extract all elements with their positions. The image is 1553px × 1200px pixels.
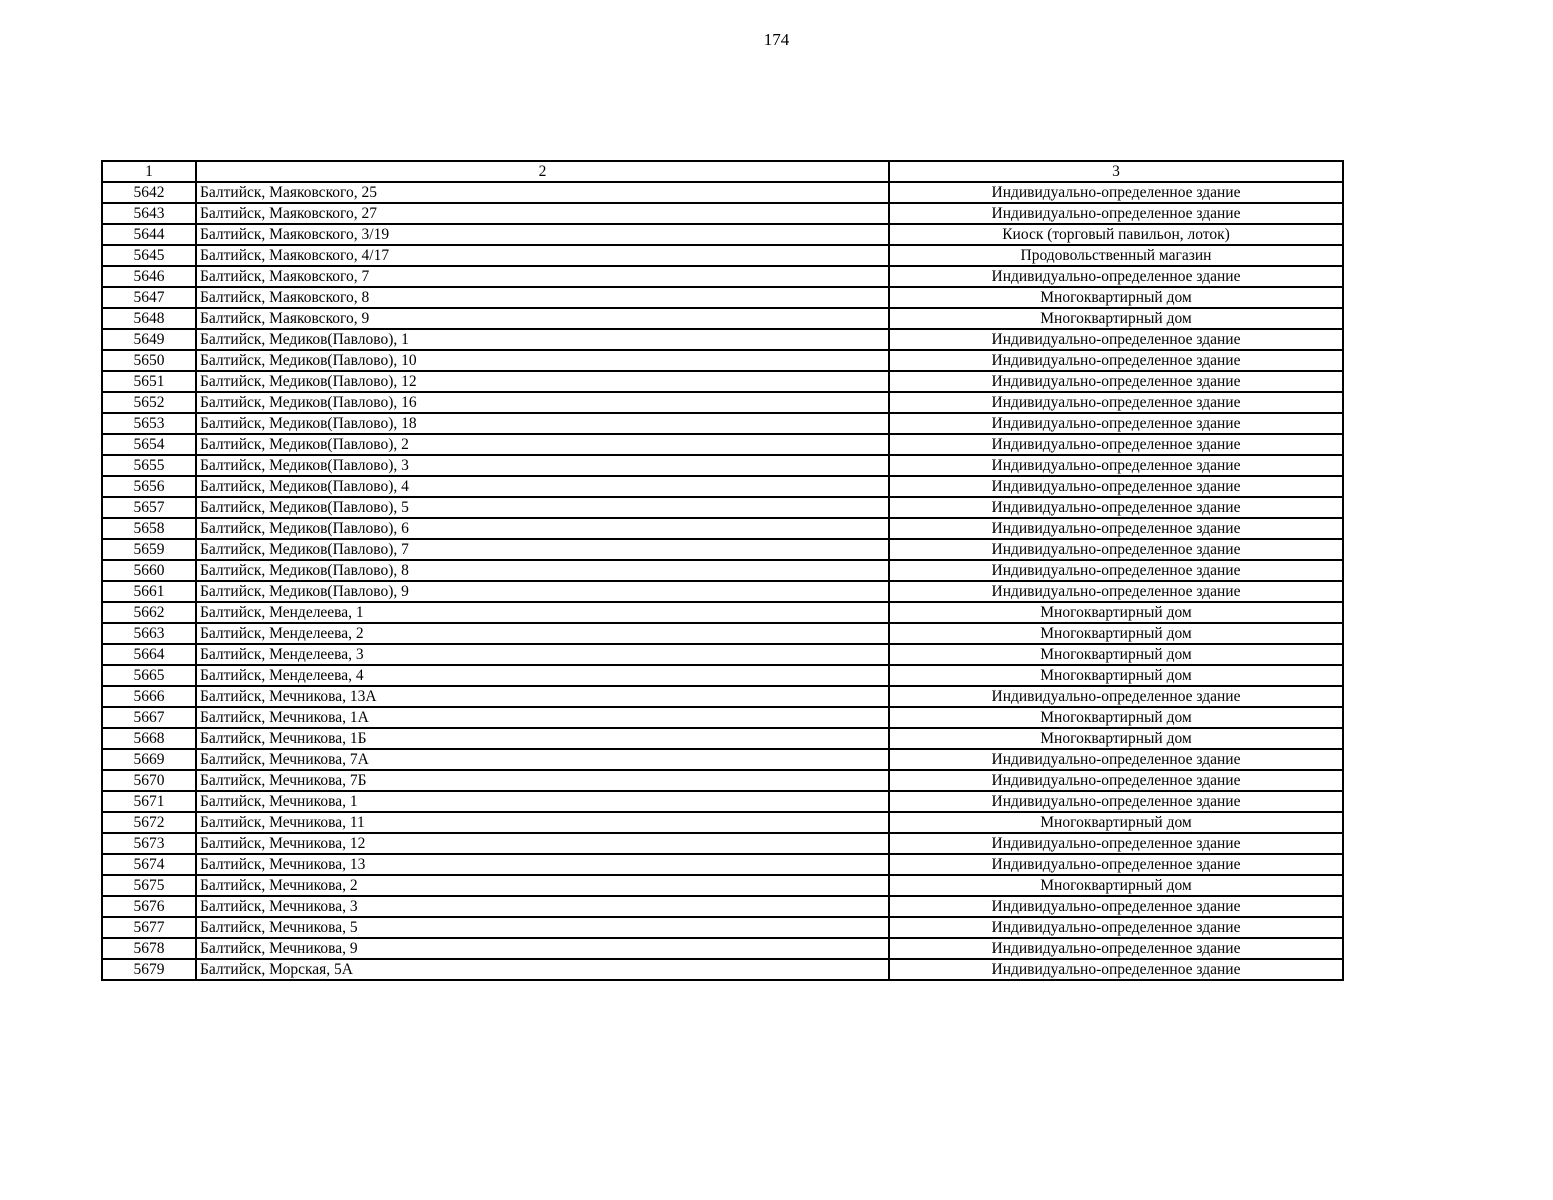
row-number-cell: 5645: [102, 245, 196, 266]
object-type-cell: Многоквартирный дом: [889, 665, 1343, 686]
row-number-cell: 5653: [102, 413, 196, 434]
header-cell-1: 1: [102, 161, 196, 182]
object-type-cell: Индивидуально-определенное здание: [889, 791, 1343, 812]
object-type-cell: Индивидуально-определенное здание: [889, 560, 1343, 581]
table-row: [102, 308, 1343, 329]
address-cell: Балтийск, Маяковского, 27: [196, 203, 889, 224]
table-row: [102, 833, 1343, 854]
address-cell: Балтийск, Мечникова, 11: [196, 812, 889, 833]
table-row: [102, 413, 1343, 434]
table-row: [102, 875, 1343, 896]
address-cell: Балтийск, Мечникова, 5: [196, 917, 889, 938]
row-number-cell: 5668: [102, 728, 196, 749]
row-number-cell: 5661: [102, 581, 196, 602]
address-cell: Балтийск, Медиков(Павлово), 9: [196, 581, 889, 602]
address-cell: Балтийск, Маяковского, 9: [196, 308, 889, 329]
row-number-cell: 5660: [102, 560, 196, 581]
object-type-cell: Индивидуально-определенное здание: [889, 854, 1343, 875]
address-cell: Балтийск, Менделеева, 2: [196, 623, 889, 644]
row-number-cell: 5670: [102, 770, 196, 791]
address-cell: Балтийск, Медиков(Павлово), 18: [196, 413, 889, 434]
address-cell: Балтийск, Мечникова, 13А: [196, 686, 889, 707]
table-row: [102, 959, 1343, 980]
table-row: [102, 728, 1343, 749]
address-cell: Балтийск, Медиков(Павлово), 7: [196, 539, 889, 560]
address-cell: Балтийск, Морская, 5А: [196, 959, 889, 980]
address-cell: Балтийск, Мечникова, 7Б: [196, 770, 889, 791]
table-row: [102, 812, 1343, 833]
row-number-cell: 5673: [102, 833, 196, 854]
address-cell: Балтийск, Медиков(Павлово), 10: [196, 350, 889, 371]
table-row: [102, 560, 1343, 581]
header-cell-3: 3: [889, 161, 1343, 182]
table-row: [102, 602, 1343, 623]
object-type-cell: Индивидуально-определенное здание: [889, 266, 1343, 287]
row-number-cell: 5672: [102, 812, 196, 833]
row-number-cell: 5643: [102, 203, 196, 224]
row-number-cell: 5677: [102, 917, 196, 938]
header-cell-2: 2: [196, 161, 889, 182]
table-row: [102, 434, 1343, 455]
row-number-cell: 5655: [102, 455, 196, 476]
object-type-cell: Индивидуально-определенное здание: [889, 917, 1343, 938]
address-cell: Балтийск, Медиков(Павлово), 6: [196, 518, 889, 539]
address-cell: Балтийск, Менделеева, 3: [196, 644, 889, 665]
object-type-cell: Многоквартирный дом: [889, 644, 1343, 665]
address-cell: Балтийск, Медиков(Павлово), 5: [196, 497, 889, 518]
table-row: [102, 224, 1343, 245]
address-cell: Балтийск, Мечникова, 7А: [196, 749, 889, 770]
address-cell: Балтийск, Медиков(Павлово), 2: [196, 434, 889, 455]
object-type-cell: Продовольственный магазин: [889, 245, 1343, 266]
object-type-cell: Индивидуально-определенное здание: [889, 476, 1343, 497]
object-type-cell: Индивидуально-определенное здание: [889, 497, 1343, 518]
table-row: [102, 245, 1343, 266]
table-row: [102, 539, 1343, 560]
table-row: [102, 287, 1343, 308]
object-type-cell: Индивидуально-определенное здание: [889, 182, 1343, 203]
object-type-cell: Индивидуально-определенное здание: [889, 959, 1343, 980]
table-body: [102, 182, 1343, 980]
address-cell: Балтийск, Медиков(Павлово), 12: [196, 371, 889, 392]
row-number-cell: 5651: [102, 371, 196, 392]
table-row: [102, 518, 1343, 539]
address-cell: Балтийск, Медиков(Павлово), 8: [196, 560, 889, 581]
table-row: [102, 329, 1343, 350]
table-row: [102, 371, 1343, 392]
object-type-cell: Киоск (торговый павильон, лоток): [889, 224, 1343, 245]
row-number-cell: 5671: [102, 791, 196, 812]
object-type-cell: Индивидуально-определенное здание: [889, 770, 1343, 791]
address-cell: Балтийск, Медиков(Павлово), 16: [196, 392, 889, 413]
object-type-cell: Многоквартирный дом: [889, 707, 1343, 728]
object-type-cell: Многоквартирный дом: [889, 728, 1343, 749]
table-row: [102, 686, 1343, 707]
table-row: [102, 581, 1343, 602]
row-number-cell: 5663: [102, 623, 196, 644]
row-number-cell: 5665: [102, 665, 196, 686]
object-type-cell: Индивидуально-определенное здание: [889, 434, 1343, 455]
address-cell: Балтийск, Мечникова, 1А: [196, 707, 889, 728]
table-row: [102, 203, 1343, 224]
object-type-cell: Многоквартирный дом: [889, 308, 1343, 329]
address-cell: Балтийск, Маяковского, 7: [196, 266, 889, 287]
row-number-cell: 5657: [102, 497, 196, 518]
object-type-cell: Многоквартирный дом: [889, 602, 1343, 623]
row-number-cell: 5650: [102, 350, 196, 371]
row-number-cell: 5679: [102, 959, 196, 980]
object-type-cell: Индивидуально-определенное здание: [889, 539, 1343, 560]
object-type-cell: Многоквартирный дом: [889, 875, 1343, 896]
table-row: [102, 917, 1343, 938]
object-type-cell: Индивидуально-определенное здание: [889, 686, 1343, 707]
address-cell: Балтийск, Мечникова, 13: [196, 854, 889, 875]
table-row: [102, 896, 1343, 917]
row-number-cell: 5662: [102, 602, 196, 623]
address-cell: Балтийск, Маяковского, 3/19: [196, 224, 889, 245]
address-cell: Балтийск, Маяковского, 4/17: [196, 245, 889, 266]
object-type-cell: Многоквартирный дом: [889, 812, 1343, 833]
row-number-cell: 5652: [102, 392, 196, 413]
object-type-cell: Индивидуально-определенное здание: [889, 392, 1343, 413]
row-number-cell: 5646: [102, 266, 196, 287]
object-type-cell: Многоквартирный дом: [889, 623, 1343, 644]
table-row: [102, 938, 1343, 959]
row-number-cell: 5659: [102, 539, 196, 560]
row-number-cell: 5658: [102, 518, 196, 539]
object-type-cell: Индивидуально-определенное здание: [889, 413, 1343, 434]
row-number-cell: 5656: [102, 476, 196, 497]
table-row: [102, 749, 1343, 770]
address-cell: Балтийск, Медиков(Павлово), 1: [196, 329, 889, 350]
row-number-cell: 5649: [102, 329, 196, 350]
table-row: [102, 854, 1343, 875]
object-type-cell: Многоквартирный дом: [889, 287, 1343, 308]
table-row: [102, 623, 1343, 644]
address-cell: Балтийск, Менделеева, 4: [196, 665, 889, 686]
property-registry-table: [101, 160, 1344, 981]
row-number-cell: 5647: [102, 287, 196, 308]
row-number-cell: 5674: [102, 854, 196, 875]
table-row: [102, 455, 1343, 476]
object-type-cell: Индивидуально-определенное здание: [889, 350, 1343, 371]
row-number-cell: 5642: [102, 182, 196, 203]
table-row: [102, 266, 1343, 287]
address-cell: Балтийск, Медиков(Павлово), 4: [196, 476, 889, 497]
address-cell: Балтийск, Медиков(Павлово), 3: [196, 455, 889, 476]
address-cell: Балтийск, Мечникова, 1: [196, 791, 889, 812]
object-type-cell: Индивидуально-определенное здание: [889, 896, 1343, 917]
table-row: [102, 182, 1343, 203]
address-cell: Балтийск, Мечникова, 3: [196, 896, 889, 917]
page-number: 174: [763, 30, 790, 49]
address-cell: Балтийск, Маяковского, 25: [196, 182, 889, 203]
address-cell: Балтийск, Мечникова, 12: [196, 833, 889, 854]
table-row: [102, 476, 1343, 497]
row-number-cell: 5666: [102, 686, 196, 707]
object-type-cell: Индивидуально-определенное здание: [889, 749, 1343, 770]
row-number-cell: 5654: [102, 434, 196, 455]
address-cell: Балтийск, Менделеева, 1: [196, 602, 889, 623]
table-row: [102, 392, 1343, 413]
address-cell: Балтийск, Мечникова, 1Б: [196, 728, 889, 749]
table-header-row: [102, 161, 1343, 182]
object-type-cell: Индивидуально-определенное здание: [889, 581, 1343, 602]
object-type-cell: Индивидуально-определенное здание: [889, 371, 1343, 392]
row-number-cell: 5664: [102, 644, 196, 665]
address-cell: Балтийск, Мечникова, 9: [196, 938, 889, 959]
object-type-cell: Индивидуально-определенное здание: [889, 833, 1343, 854]
table-row: [102, 707, 1343, 728]
address-cell: Балтийск, Мечникова, 2: [196, 875, 889, 896]
table-row: [102, 770, 1343, 791]
row-number-cell: 5676: [102, 896, 196, 917]
object-type-cell: Индивидуально-определенное здание: [889, 329, 1343, 350]
table-row: [102, 665, 1343, 686]
object-type-cell: Индивидуально-определенное здание: [889, 938, 1343, 959]
row-number-cell: 5678: [102, 938, 196, 959]
row-number-cell: 5675: [102, 875, 196, 896]
object-type-cell: Индивидуально-определенное здание: [889, 203, 1343, 224]
table-row: [102, 497, 1343, 518]
row-number-cell: 5669: [102, 749, 196, 770]
table-row: [102, 791, 1343, 812]
row-number-cell: 5667: [102, 707, 196, 728]
row-number-cell: 5648: [102, 308, 196, 329]
row-number-cell: 5644: [102, 224, 196, 245]
address-cell: Балтийск, Маяковского, 8: [196, 287, 889, 308]
table-row: [102, 644, 1343, 665]
table-row: [102, 350, 1343, 371]
object-type-cell: Индивидуально-определенное здание: [889, 518, 1343, 539]
object-type-cell: Индивидуально-определенное здание: [889, 455, 1343, 476]
